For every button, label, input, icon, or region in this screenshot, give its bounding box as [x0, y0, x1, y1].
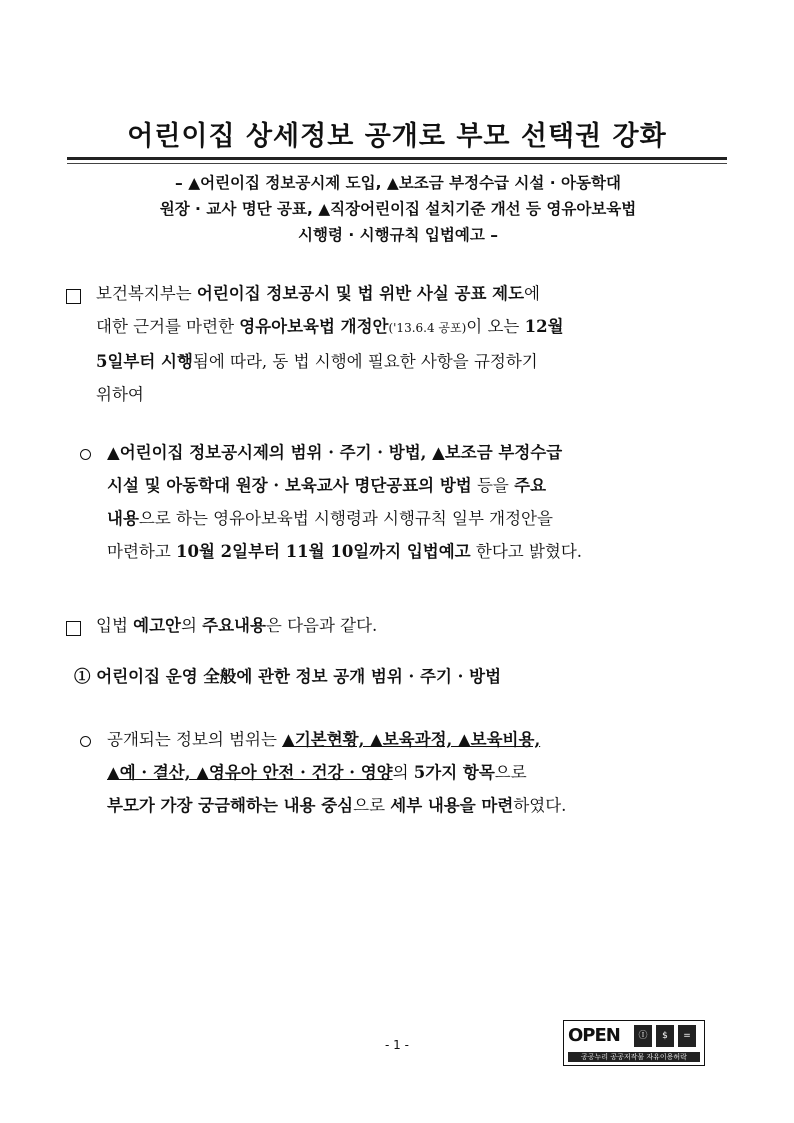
section-heading-text: 어린이집 운영 全般에 관한 정보 공개 범위 · 주기 · 방법 — [96, 667, 502, 686]
document-title: 어린이집 상세정보 공개로 부모 선택권 강화 — [127, 121, 667, 152]
title-rule-thin — [67, 163, 727, 164]
title-rule-thick — [67, 157, 727, 160]
page-number: - 1 - — [385, 1038, 409, 1052]
open-logo-text: OPEN — [568, 1025, 620, 1046]
subtitle-line-1: – ▲어린이집 정보공시제 도입, ▲보조금 부정수급 시설 · 아동학대 — [175, 174, 621, 192]
paragraph-2: ▲어린이집 정보공시제의 범위 · 주기 · 방법, ▲보조금 부정수급 시설 및 아동학대 원장 · 보육교사 명단공표의 방법 등을 주요 내용으로 하는 영유아보육법 시행령과 시행규칙 일부 개정안을 마련하고 10월 2일부터 11월 10일까지 입법예고 한다고 밝혔다. — [107, 443, 583, 561]
paragraph-1: 보건복지부는 어린이집 정보공시 및 법 위반 사실 공표 제도에 대한 근거를 마련한 영유아보육법 개정안('13.6.4 공포)이 오는 12월 5일부터 시행됨에 따라, 동 법 시행에 필요한 사항을 규정하기 위하여 — [96, 284, 564, 404]
circle-bullet-icon — [80, 736, 91, 747]
kogl-open-license-logo — [563, 1020, 705, 1066]
subtitle-line-3: 시행령 · 시행규칙 입법예고 – — [298, 226, 498, 244]
noncommercial-icon: $ — [656, 1025, 674, 1047]
no-derivatives-icon: = — [678, 1025, 696, 1047]
subtitle-line-2: 원장 · 교사 명단 공표, ▲직장어린이집 설치기준 개선 등 영유아보육법 — [159, 200, 637, 218]
paragraph-4: 공개되는 정보의 범위는 ▲기본현황, ▲보육과정, ▲보육비용, ▲예 · 결산, ▲영유아 안전 · 건강 · 영양의 5가지 항목으로 부모가 가장 궁금해하는 내용 중심으로 세부 내용을 마련하였다. — [107, 730, 567, 815]
checkbox-bullet-icon — [66, 289, 81, 304]
attribution-icon: Ⓘ — [634, 1025, 652, 1047]
subtitle — [60, 170, 736, 248]
section-heading-1 — [74, 660, 714, 693]
circle-bullet-icon — [80, 449, 91, 460]
section-number: ① — [74, 667, 91, 686]
checkbox-bullet-icon — [66, 621, 81, 636]
paragraph-3: 입법 예고안의 주요내용은 다음과 같다. — [96, 616, 378, 635]
license-tagline: 공공누리 공공저작물 자유이용허락 — [568, 1052, 700, 1062]
